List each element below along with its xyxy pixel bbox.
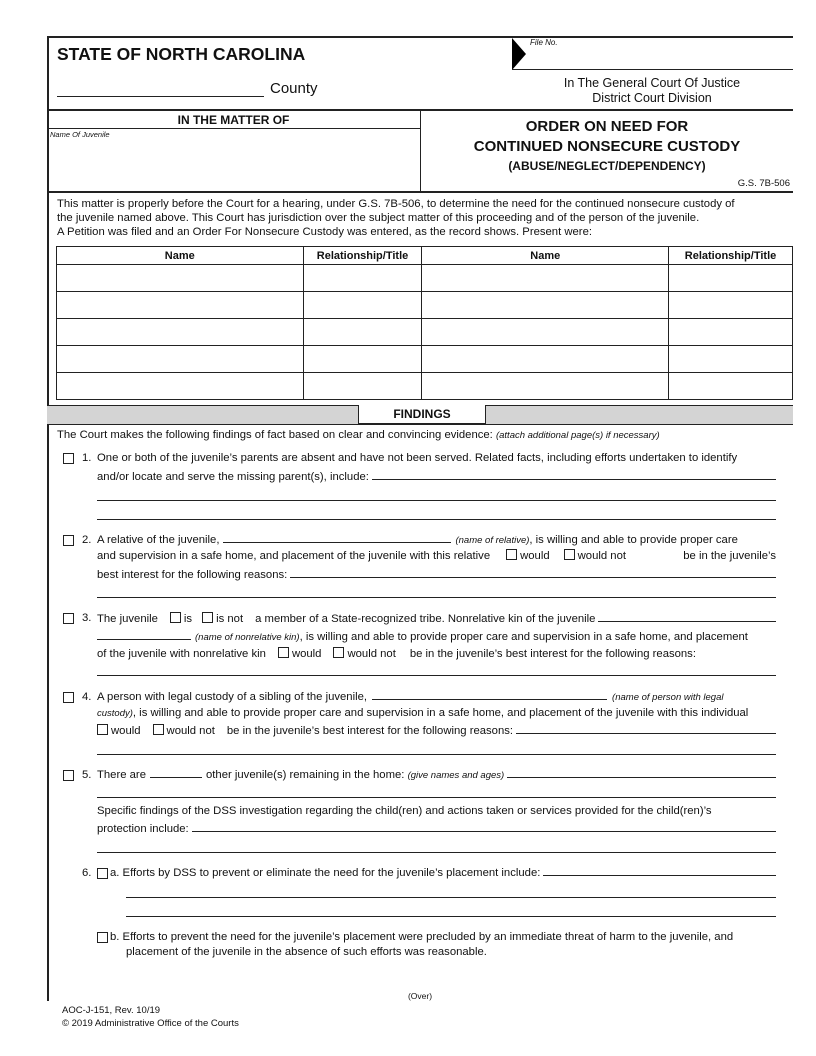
finding-text: A relative of the juvenile, <box>97 534 220 546</box>
intro-line: This matter is properly before the Court for a hearing, under G.S. 7B-506, to determine the need for the continued nonsecure custody of <box>57 198 735 210</box>
finding-text: be in the juvenile’s best interest for the following reasons: <box>409 648 696 660</box>
over-note: (Over) <box>407 991 433 1001</box>
finding-5-line <box>97 769 776 781</box>
relationship-cell[interactable] <box>303 292 422 319</box>
name-cell[interactable] <box>57 292 304 319</box>
divider <box>47 191 793 193</box>
juvenile-name-input[interactable] <box>50 140 418 188</box>
finding-text: There are <box>97 769 146 781</box>
finding-text: best interest for the following reasons: <box>97 569 288 581</box>
intro-paragraph <box>57 197 735 239</box>
finding-6a-input-line[interactable] <box>126 916 776 917</box>
relationship-cell[interactable] <box>669 346 793 373</box>
would-not-label: would not <box>577 550 626 562</box>
name-cell[interactable] <box>422 373 669 400</box>
intro-line: the juvenile named above. This Court has jurisdiction over the subject matter of this proceeding and of the person of the juvenile. <box>57 212 700 224</box>
table-row <box>57 292 793 319</box>
divider <box>47 36 793 38</box>
table-row <box>57 265 793 292</box>
item-number: 4. <box>82 691 92 703</box>
finding-text: , is willing and able to provide proper care and supervision in a safe home, and placement of the juvenile with this individual <box>132 707 749 719</box>
name-cell[interactable] <box>422 292 669 319</box>
finding-4-line <box>97 707 776 719</box>
item-number: 5. <box>82 769 92 781</box>
finding-4-input-line[interactable] <box>97 754 776 755</box>
relationship-cell[interactable] <box>669 319 793 346</box>
divider <box>47 36 49 1001</box>
finding-6a-line <box>110 867 776 879</box>
would-checkbox[interactable] <box>506 549 517 560</box>
custodian-name-input[interactable] <box>372 699 607 700</box>
finding-5-line <box>97 805 776 817</box>
name-cell[interactable] <box>57 373 304 400</box>
finding-text: Specific findings of the DSS investigation regarding the child(ren) and actions taken or services provided for the child(ren)’s <box>97 805 712 817</box>
finding-text: and/or locate and serve the missing parent(s), include: <box>97 471 369 483</box>
finding-text: placement of the juvenile in the absence of such efforts was reasonable. <box>126 946 487 958</box>
matter-heading: IN THE MATTER OF <box>177 113 290 127</box>
finding-1-input-line[interactable] <box>97 519 776 520</box>
relationship-cell[interactable] <box>669 292 793 319</box>
finding-6b-checkbox[interactable] <box>97 932 108 943</box>
finding-1-checkbox[interactable] <box>63 453 74 464</box>
relationship-cell[interactable] <box>303 319 422 346</box>
finding-text: b. Efforts to prevent the need for the juvenile’s placement were precluded by an immediate threat of harm to the juvenile, and <box>110 931 734 943</box>
finding-5-input-line[interactable] <box>97 852 776 853</box>
would-not-label: would not <box>166 725 215 737</box>
finding-1-input[interactable] <box>372 479 776 480</box>
name-cell[interactable] <box>422 319 669 346</box>
finding-text: One or both of the juvenile’s parents are absent and have not been served. Related facts, including efforts undertaken to identify <box>97 452 738 464</box>
col-relationship: Relationship/Title <box>303 247 422 265</box>
statute-ref: G.S. 7B-506 <box>737 178 790 189</box>
would-not-checkbox[interactable] <box>333 647 344 658</box>
relationship-cell[interactable] <box>669 265 793 292</box>
arrow-icon <box>512 38 526 70</box>
would-not-checkbox[interactable] <box>153 724 164 735</box>
finding-2-input[interactable] <box>290 577 776 578</box>
field-note: (name of relative) <box>455 535 530 546</box>
is-not-checkbox[interactable] <box>202 612 213 623</box>
names-ages-input[interactable] <box>507 777 776 778</box>
finding-1-line <box>97 452 776 464</box>
table-row <box>57 373 793 400</box>
copyright: © 2019 Administrative Office of the Courts <box>62 1018 239 1029</box>
court-line-1: In The General Court Of Justice <box>563 76 741 90</box>
form-number: AOC-J-151, Rev. 10/19 <box>62 1005 161 1016</box>
relationship-cell[interactable] <box>303 265 422 292</box>
name-cell[interactable] <box>422 265 669 292</box>
dss-efforts-input[interactable] <box>543 875 776 876</box>
finding-3-checkbox[interactable] <box>63 613 74 624</box>
name-cell[interactable] <box>422 346 669 373</box>
finding-6b-line <box>126 946 776 958</box>
relative-name-input[interactable] <box>223 542 451 543</box>
finding-1-line <box>97 471 776 483</box>
field-note: (name of nonrelative kin) <box>195 632 300 643</box>
field-note: (name of person with legal <box>612 692 724 703</box>
would-checkbox[interactable] <box>97 724 108 735</box>
finding-text: other juvenile(s) remaining in the home: <box>205 769 405 781</box>
nonrelative-kin-input[interactable] <box>97 639 191 640</box>
court-name <box>512 76 792 106</box>
juvenile-count-input[interactable] <box>150 777 202 778</box>
would-label: would <box>111 725 141 737</box>
col-name: Name <box>422 247 669 265</box>
finding-2-checkbox[interactable] <box>63 535 74 546</box>
table-header-row <box>57 247 793 265</box>
finding-text: , is willing and able to provide proper care <box>529 534 738 546</box>
is-label: is <box>183 613 193 625</box>
divider <box>47 128 420 129</box>
finding-text: of the juvenile with nonrelative kin <box>97 648 266 660</box>
findings-intro <box>57 429 660 441</box>
is-not-label: is not <box>216 613 244 625</box>
state-heading: STATE OF NORTH CAROLINA <box>57 44 306 64</box>
finding-5-line <box>97 823 776 835</box>
col-relationship: Relationship/Title <box>669 247 793 265</box>
county-input[interactable] <box>57 80 264 97</box>
finding-text: be in the juvenile’s <box>683 550 776 562</box>
form-title <box>422 117 792 175</box>
name-cell[interactable] <box>57 319 304 346</box>
finding-4-checkbox[interactable] <box>63 692 74 703</box>
relationship-cell[interactable] <box>669 373 793 400</box>
file-no-input[interactable] <box>530 48 792 68</box>
relationship-cell[interactable] <box>303 346 422 373</box>
item-number: 3. <box>82 612 92 624</box>
would-label: would <box>520 550 550 562</box>
findings-heading: FINDINGS <box>358 405 486 424</box>
county-label: County <box>270 80 318 97</box>
finding-text: The juvenile <box>97 613 158 625</box>
col-name: Name <box>57 247 304 265</box>
finding-2-input-line[interactable] <box>97 597 776 598</box>
relationship-cell[interactable] <box>303 373 422 400</box>
title-line-3: (ABUSE/NEGLECT/DEPENDENCY) <box>508 159 706 173</box>
intro-line: A Petition was filed and an Order For Nonsecure Custody was entered, as the record shows. Present were: <box>57 226 592 238</box>
finding-3-input-line[interactable] <box>97 675 776 676</box>
would-checkbox[interactable] <box>278 647 289 658</box>
finding-3-line <box>97 631 776 643</box>
finding-text: , is willing and able to provide proper care and supervision in a safe home, and placement <box>299 631 748 643</box>
finding-3-line <box>97 612 776 625</box>
findings-intro-text: The Court makes the following findings of fact based on clear and convincing evidence: <box>57 429 493 441</box>
finding-6a-checkbox[interactable] <box>97 868 108 879</box>
would-not-checkbox[interactable] <box>564 549 575 560</box>
divider <box>512 69 793 70</box>
finding-text: a member of a State-recognized tribe. Nonrelative kin of the juvenile <box>255 613 596 625</box>
title-line-1: ORDER ON NEED FOR <box>525 118 689 135</box>
divider <box>420 110 421 192</box>
table-row <box>57 346 793 373</box>
name-cell[interactable] <box>57 265 304 292</box>
item-number: 6. <box>82 867 92 879</box>
item-number: 1. <box>82 452 92 464</box>
field-note: custody) <box>97 708 133 719</box>
finding-3-line <box>97 647 776 660</box>
finding-5-input-line[interactable] <box>97 797 776 798</box>
would-label: would <box>291 648 322 660</box>
file-no-label: File No. <box>530 38 558 47</box>
would-not-label: would not <box>347 648 396 660</box>
is-checkbox[interactable] <box>170 612 181 623</box>
finding-2-line <box>97 534 776 546</box>
dss-findings-input[interactable] <box>192 831 776 832</box>
field-note: (give names and ages) <box>407 770 505 781</box>
finding-text: A person with legal custody of a sibling of the juvenile, <box>97 691 368 703</box>
finding-2-line <box>97 549 776 562</box>
name-cell[interactable] <box>57 346 304 373</box>
finding-text: be in the juvenile’s best interest for the following reasons: <box>226 725 514 737</box>
finding-text: a. Efforts by DSS to prevent or eliminate the need for the juvenile’s placement include: <box>110 867 541 879</box>
finding-5-checkbox[interactable] <box>63 770 74 781</box>
nonrelative-kin-input[interactable] <box>598 621 776 622</box>
juvenile-name-label: Name Of Juvenile <box>50 130 110 139</box>
table-row <box>57 319 793 346</box>
present-table <box>56 246 793 400</box>
findings-intro-note: (attach additional page(s) if necessary) <box>495 430 660 441</box>
finding-2-line <box>97 569 776 581</box>
finding-4-line <box>97 691 776 703</box>
court-line-2: District Court Division <box>592 91 712 105</box>
finding-6b-line <box>110 931 776 943</box>
item-number: 2. <box>82 534 92 546</box>
finding-text: protection include: <box>97 823 189 835</box>
finding-6a-input-line[interactable] <box>126 897 776 898</box>
title-line-2: CONTINUED NONSECURE CUSTODY <box>473 138 741 155</box>
finding-4-input[interactable] <box>516 733 776 734</box>
finding-1-input-line[interactable] <box>97 500 776 501</box>
finding-text: and supervision in a safe home, and placement of the juvenile with this relative <box>97 550 491 562</box>
finding-4-line <box>97 724 776 737</box>
